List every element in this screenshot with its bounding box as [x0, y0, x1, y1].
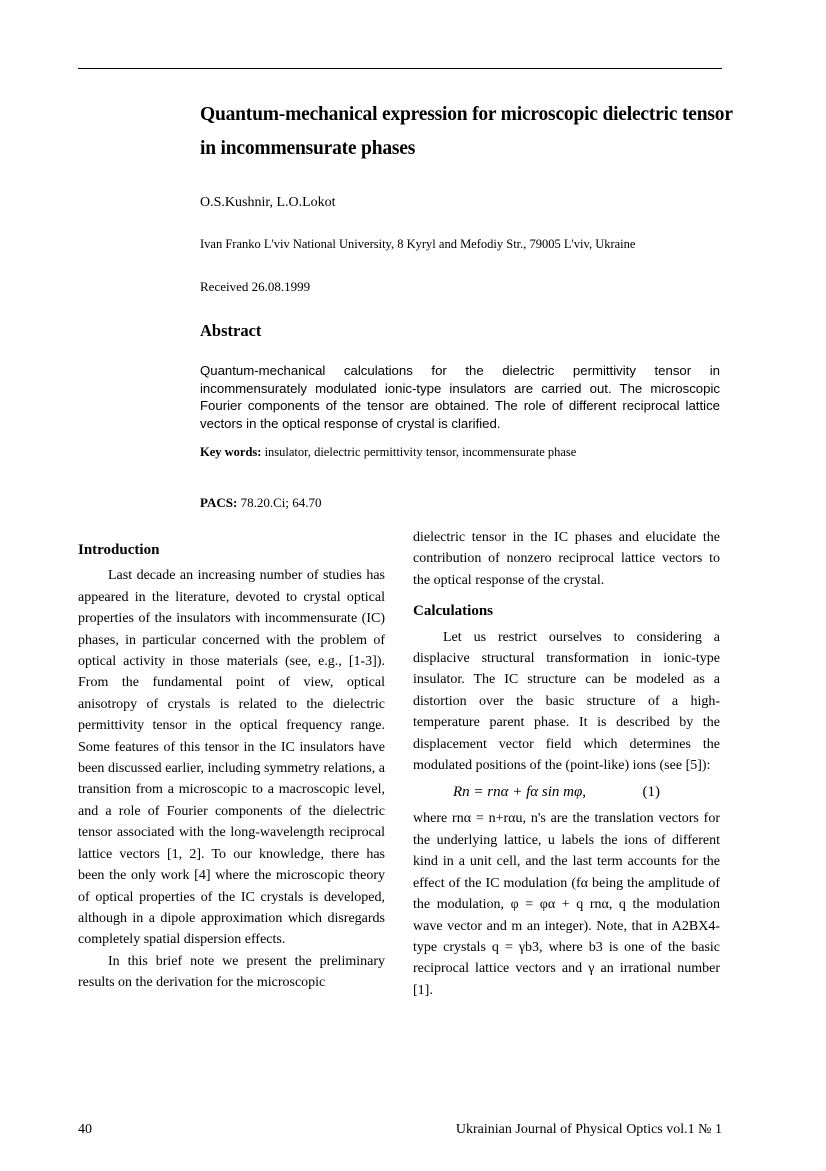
calculations-paragraph-2: where rnα = n+rαu, n's are the translation vectors for the underlying lattice, u labels the ions of different kind in a unit cell, and the last term accounts for the effect of the IC modulation (fα being the amplitude of the modulation, φ = φα + q rnα, q the modulation wave vector and m an integer). Note, that in A2BX4-type crystals q = γb3, where b3 is one of the basic reciprocal lattice vectors and γ an irrational number [1].	[413, 811, 720, 998]
paper-title: Quantum-mechanical expression for microscopic dielectric tensor in incommensurate phases	[200, 104, 733, 159]
page-number: 40	[78, 1122, 92, 1137]
pacs-label: PACS:	[200, 495, 238, 510]
pacs-codes: 78.20.Ci; 64.70	[240, 495, 322, 510]
journal-name: Ukrainian Journal of Physical Optics vol.1 № 1	[455, 1122, 722, 1137]
keywords-label: Key words:	[200, 445, 262, 459]
keywords	[200, 445, 576, 460]
header-rule	[78, 68, 722, 69]
authors: O.S.Kushnir, L.O.Lokot	[200, 195, 336, 210]
equation-number: (1)	[642, 784, 660, 801]
equation-1	[413, 780, 720, 804]
keywords-list: insulator, dielectric permittivity tensor, incommensurate phase	[264, 445, 577, 459]
affiliation: Ivan Franko L'viv National University, 8 Kyryl and Mefodiy Str., 79005 L'viv, Ukraine	[200, 237, 636, 251]
abstract-heading: Abstract	[200, 321, 262, 340]
introduction-paragraph-2-continued: dielectric tensor in the IC phases and elucidate the contribution of nonzero reciprocal lattice vectors to the optical response of the crystal.	[413, 530, 720, 588]
right-column	[413, 527, 720, 1001]
left-column	[78, 538, 385, 994]
calculations-heading: Calculations	[413, 603, 494, 620]
equation-body: Rn = rnα + fα sin mφ,	[453, 784, 587, 801]
introduction-paragraph-1: Last decade an increasing number of studies has appeared in the literature, devoted to crystal optical properties of the insulators with incommensurate (IC) phases, in particular concerned with the problem of optical activity in those materials (see, e.g., [1-3]). From the fundamental point of view, optical anisotropy of crystals is related to the dielectric permittivity tensor in the optical frequency range. Some features of this tensor in the IC insulators have been discussed earlier, including symmetry relations, a transition from a microscopic to a macroscopic level, and a role of Fourier components of the dielectric tensor associated with the long-wavelength reciprocal lattice vectors [1, 2]. To our knowledge, there has been the only work [4] where the microscopic theory of optical properties of the IC crystals is developed, although in a dipole approximation which disregards completely spatial dispersion effects.	[78, 568, 385, 948]
introduction-heading: Introduction	[78, 542, 160, 558]
pacs	[200, 495, 321, 511]
introduction-paragraph-2: In this brief note we present the preliminary results on the derivation for the microscopic	[78, 953, 385, 991]
received-date: Received 26.08.1999	[200, 279, 311, 294]
calculations-paragraph-1: Let us restrict ourselves to considering a displacive structural transformation in ionic-type insulator. The IC structure can be modeled as a distortion over the basic structure of a high-temperature parent phase. It is described by the displacement vector field which determines the modulated positions of the (point-like) ions (see [5]):	[413, 629, 720, 774]
abstract-text: Quantum-mechanical calculations for the dielectric permittivity tensor in incommensurately modulated ionic-type insulators are carried out. The microscopic Fourier components of the tensor are obtained. The role of different reciprocal lattice vectors in the optical response of crystal is clarified.	[200, 363, 720, 431]
